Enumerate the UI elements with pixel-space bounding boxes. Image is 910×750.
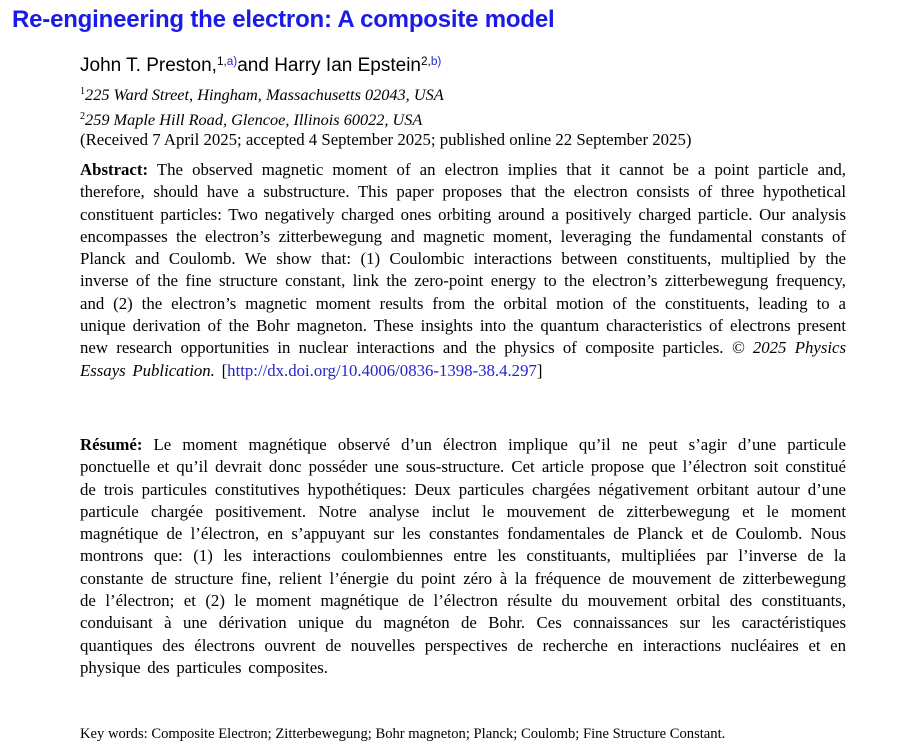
received-dates-line: (Received 7 April 2025; accepted 4 September 2025; published online 22 September 2025) xyxy=(80,130,692,149)
abstract-label: Abstract: xyxy=(80,160,149,179)
doi-bracket-open: [ xyxy=(214,360,228,380)
author-2-name: and Harry Ian Epstein xyxy=(237,55,421,76)
resume-body-text: Le moment magnétique observé d’un électron implique qu’il ne peut s’agir d’une particule ponctuelle et qu’il devrait donc posséder une sous-structure. Cet article propose que l’électron soit constitué de trois particules constitutives hypothétiques: Deux particules chargées négativement orbitant autour d’une particule chargée positivement. Notre analyse inclut le mouvement de zitterbewegung et le moment magnétique de l’électron, en s’appuyant sur les constantes fondamentales de Planck et de Coulomb. Nous montrons que: (1) les interactions coulombiennes entre les constituants, multipliées par l’inverse de la constante de structure fine, relient l’énergie du point zéro à la fréquence de mouvement de zitterbewegung de l’électron; et (2) le moment magnétique de l’électron résulte du mouvement orbital des constituants, conduisant à une dérivation unique du magnéton de Bohr. Ces connaissances sur les caractéristiques quantiques des électrons ouvrent de nouvelles perspectives de recherche en interactions nucléaires et en physique des particules composites. xyxy=(80,435,846,677)
affiliation-2-text: 259 Maple Hill Road, Glencoe, Illinois 60022, USA xyxy=(85,109,423,129)
affiliation-1-ref: 1 xyxy=(80,86,86,98)
author-1-affiliation-ref: 1, xyxy=(216,54,227,68)
author-1-footnote-ref: a) xyxy=(226,54,238,68)
author-2-footnote-ref: b) xyxy=(430,54,442,68)
abstract-copyright: © 2025 Physics Essays Publication. xyxy=(80,338,846,380)
author-1-name: John T. Preston, xyxy=(80,55,217,76)
doi-link[interactable]: http://dx.doi.org/10.4006/0836-1398-38.4.297 xyxy=(227,360,537,380)
affiliation-1 xyxy=(80,84,444,109)
resume-label: Résumé: xyxy=(80,435,143,454)
author-2-affiliation-ref: 2, xyxy=(421,54,431,68)
author-byline xyxy=(80,55,441,77)
abstract-paragraph xyxy=(80,159,846,382)
affiliation-1-text: 225 Ward Street, Hingham, Massachusetts 02043, USA xyxy=(85,85,444,104)
affiliation-block xyxy=(80,84,444,133)
keywords-list: Composite Electron; Zitterbewegung; Bohr magneton; Planck; Coulomb; Fine Structure Constant. xyxy=(147,726,726,742)
paper-title: Re-engineering the electron: A composite model xyxy=(12,6,555,33)
keywords-label: Key words: xyxy=(80,726,148,742)
affiliation-2-ref: 2 xyxy=(80,110,86,122)
abstract-body-text: The observed magnetic moment of an electron implies that it cannot be a point particle and, therefore, should have a substructure. This paper proposes that the electron consists of three hypothetical constituent particles: Two negatively charged ones orbiting around a positively charged particle. Our analysis encompasses the electron’s zitterbewegung and magnetic moment, leveraging the fundamental constants of Planck and Coulomb. We show that: (1) Coulombic interactions between constituents, multiplied by the inverse of the fine structure constant, link the zero-point energy to the electron’s zitterbewegung frequency, and (2) the electron’s magnetic moment results from the orbital motion of the constituents, leading to a unique derivation of the Bohr magneton. These insights into the quantum characteristics of electrons present new research opportunities in nuclear interactions and the physics of composite particles. xyxy=(80,160,846,358)
keywords-line xyxy=(80,726,725,743)
doi-bracket-close: ] xyxy=(536,360,543,380)
resume-paragraph xyxy=(80,434,846,679)
